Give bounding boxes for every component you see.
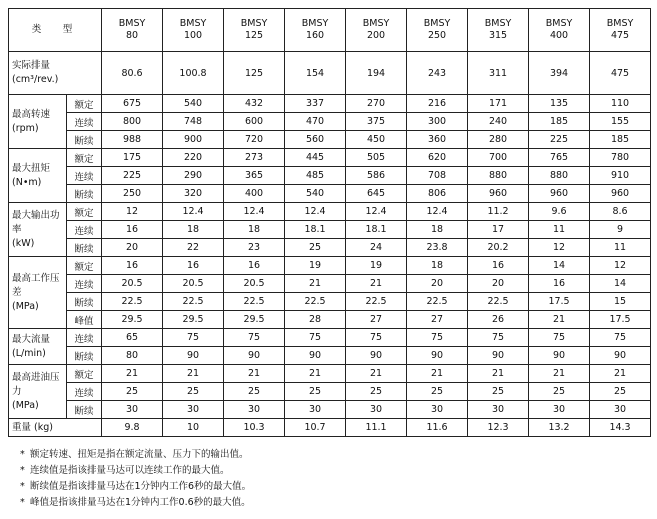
value-cell: 225 <box>529 131 590 149</box>
value-cell: 18.1 <box>285 221 346 239</box>
value-cell: 216 <box>407 95 468 113</box>
condition-label: 连续 <box>67 113 102 131</box>
value-cell: 75 <box>590 329 651 347</box>
param-label <box>9 365 67 419</box>
value-cell: 25 <box>590 383 651 401</box>
value-cell: 27 <box>407 311 468 329</box>
value-cell: 394 <box>529 52 590 95</box>
table-row <box>9 347 651 365</box>
model-series: BMSY <box>301 18 329 29</box>
model-header <box>163 9 224 52</box>
value-cell: 16 <box>468 257 529 275</box>
param-unit: (rpm) <box>12 122 39 134</box>
footnote <box>20 463 251 479</box>
condition-label: 断续 <box>67 401 102 419</box>
spec-table-body <box>9 9 651 437</box>
value-cell: 90 <box>224 347 285 365</box>
value-cell: 270 <box>346 95 407 113</box>
type-label: 类 型 <box>9 9 102 52</box>
value-cell: 16 <box>102 221 163 239</box>
value-cell: 75 <box>346 329 407 347</box>
value-cell: 29.5 <box>224 311 285 329</box>
value-cell: 17 <box>468 221 529 239</box>
value-cell: 485 <box>285 167 346 185</box>
value-cell: 960 <box>529 185 590 203</box>
value-cell: 311 <box>468 52 529 95</box>
value-cell: 16 <box>102 257 163 275</box>
weight-label: 重量 (kg) <box>9 419 102 437</box>
param-label <box>9 257 67 329</box>
param-unit: (L/min) <box>12 347 46 359</box>
table-row <box>9 131 651 149</box>
value-cell: 800 <box>102 113 163 131</box>
value-cell: 25 <box>285 239 346 257</box>
value-cell: 20 <box>102 239 163 257</box>
param-name: 最高工作压差 <box>12 272 60 298</box>
value-cell: 18 <box>407 221 468 239</box>
value-cell: 290 <box>163 167 224 185</box>
value-cell: 620 <box>407 149 468 167</box>
value-cell: 185 <box>529 113 590 131</box>
model-series: BMSY <box>362 18 390 29</box>
value-cell: 320 <box>163 185 224 203</box>
value-cell: 880 <box>468 167 529 185</box>
footnote-marker: * <box>20 481 25 492</box>
value-cell: 125 <box>224 52 285 95</box>
value-cell: 21 <box>346 275 407 293</box>
model-size: 160 <box>305 30 325 41</box>
value-cell: 100.8 <box>163 52 224 95</box>
value-cell: 20 <box>407 275 468 293</box>
value-cell: 540 <box>163 95 224 113</box>
value-cell: 21 <box>407 365 468 383</box>
value-cell: 24 <box>346 239 407 257</box>
value-cell: 450 <box>346 131 407 149</box>
value-cell: 22.5 <box>163 293 224 311</box>
value-cell: 21 <box>346 365 407 383</box>
value-cell: 28 <box>285 311 346 329</box>
condition-label: 连续 <box>67 167 102 185</box>
value-cell: 708 <box>407 167 468 185</box>
value-cell: 22.5 <box>346 293 407 311</box>
value-cell: 21 <box>224 365 285 383</box>
header-row <box>9 9 651 52</box>
condition-label: 额定 <box>67 365 102 383</box>
value-cell: 75 <box>407 329 468 347</box>
value-cell: 14.3 <box>590 419 651 437</box>
model-size: 80 <box>125 30 139 41</box>
value-cell: 154 <box>285 52 346 95</box>
param-name: 最大扭矩 <box>12 162 51 174</box>
condition-label: 额定 <box>67 95 102 113</box>
param-label <box>9 203 67 257</box>
model-size: 315 <box>488 30 508 41</box>
value-cell: 171 <box>468 95 529 113</box>
condition-label: 断续 <box>67 131 102 149</box>
value-cell: 22.5 <box>468 293 529 311</box>
value-cell: 10.3 <box>224 419 285 437</box>
model-series: BMSY <box>606 18 634 29</box>
model-header <box>529 9 590 52</box>
value-cell: 18.1 <box>346 221 407 239</box>
value-cell: 10.7 <box>285 419 346 437</box>
value-cell: 675 <box>102 95 163 113</box>
table-row <box>9 95 651 113</box>
value-cell: 21 <box>102 365 163 383</box>
value-cell: 90 <box>163 347 224 365</box>
value-cell: 20.5 <box>224 275 285 293</box>
value-cell: 26 <box>468 311 529 329</box>
value-cell: 365 <box>224 167 285 185</box>
value-cell: 30 <box>407 401 468 419</box>
value-cell: 25 <box>407 383 468 401</box>
table-row <box>9 149 651 167</box>
value-cell: 12.4 <box>346 203 407 221</box>
value-cell: 25 <box>346 383 407 401</box>
table-row <box>9 329 651 347</box>
value-cell: 300 <box>407 113 468 131</box>
value-cell: 14 <box>590 275 651 293</box>
value-cell: 75 <box>529 329 590 347</box>
param-name: 最高进油压力 <box>12 371 60 397</box>
condition-label: 断续 <box>67 293 102 311</box>
model-series: BMSY <box>240 18 268 29</box>
value-cell: 12.3 <box>468 419 529 437</box>
value-cell: 12.4 <box>224 203 285 221</box>
footnote <box>20 495 251 511</box>
value-cell: 505 <box>346 149 407 167</box>
value-cell: 10 <box>163 419 224 437</box>
value-cell: 90 <box>407 347 468 365</box>
condition-label: 连续 <box>67 383 102 401</box>
model-header <box>468 9 529 52</box>
value-cell: 18 <box>407 257 468 275</box>
value-cell: 240 <box>468 113 529 131</box>
value-cell: 11 <box>590 239 651 257</box>
value-cell: 21 <box>529 365 590 383</box>
value-cell: 19 <box>346 257 407 275</box>
param-name: 最大输出功率 <box>12 209 60 235</box>
value-cell: 273 <box>224 149 285 167</box>
model-series: BMSY <box>545 18 573 29</box>
table-row <box>9 275 651 293</box>
value-cell: 21 <box>285 275 346 293</box>
value-cell: 75 <box>224 329 285 347</box>
model-series: BMSY <box>484 18 512 29</box>
value-cell: 445 <box>285 149 346 167</box>
value-cell: 220 <box>163 149 224 167</box>
param-unit: (N•m) <box>12 176 42 188</box>
param-name: 最高转速 <box>12 108 51 120</box>
model-size: 200 <box>366 30 386 41</box>
value-cell: 9.8 <box>102 419 163 437</box>
value-cell: 23.8 <box>407 239 468 257</box>
value-cell: 11.6 <box>407 419 468 437</box>
model-size: 400 <box>549 30 569 41</box>
displacement-row <box>9 52 651 95</box>
value-cell: 30 <box>163 401 224 419</box>
table-row <box>9 257 651 275</box>
value-cell: 12.4 <box>285 203 346 221</box>
value-cell: 30 <box>590 401 651 419</box>
param-unit: (cm³/rev.) <box>12 74 59 85</box>
model-header <box>590 9 651 52</box>
model-series: BMSY <box>423 18 451 29</box>
value-cell: 15 <box>590 293 651 311</box>
value-cell: 910 <box>590 167 651 185</box>
value-cell: 9 <box>590 221 651 239</box>
condition-label: 峰值 <box>67 311 102 329</box>
value-cell: 720 <box>224 131 285 149</box>
param-name: 实际排量 <box>12 60 51 71</box>
value-cell: 25 <box>224 383 285 401</box>
condition-label: 断续 <box>67 239 102 257</box>
value-cell: 12 <box>102 203 163 221</box>
condition-label: 断续 <box>67 347 102 365</box>
value-cell: 12.4 <box>163 203 224 221</box>
value-cell: 645 <box>346 185 407 203</box>
value-cell: 880 <box>529 167 590 185</box>
model-size: 125 <box>244 30 264 41</box>
value-cell: 475 <box>590 52 651 95</box>
footnote-text: 峰值是指该排量马达在1分钟内工作0.6秒的最大值。 <box>30 497 251 508</box>
footnote-text: 连续值是指该排量马达可以连续工作的最大值。 <box>30 465 230 476</box>
model-header <box>346 9 407 52</box>
value-cell: 22 <box>163 239 224 257</box>
param-unit: (MPa) <box>12 399 39 411</box>
value-cell: 16 <box>224 257 285 275</box>
condition-label: 连续 <box>67 329 102 347</box>
value-cell: 90 <box>590 347 651 365</box>
value-cell: 9.6 <box>529 203 590 221</box>
footnote-marker: * <box>20 449 25 460</box>
value-cell: 25 <box>163 383 224 401</box>
value-cell: 20.5 <box>102 275 163 293</box>
value-cell: 21 <box>590 365 651 383</box>
value-cell: 30 <box>346 401 407 419</box>
value-cell: 400 <box>224 185 285 203</box>
value-cell: 432 <box>224 95 285 113</box>
value-cell: 135 <box>529 95 590 113</box>
condition-label: 额定 <box>67 257 102 275</box>
value-cell: 80 <box>102 347 163 365</box>
table-row <box>9 401 651 419</box>
value-cell: 30 <box>468 401 529 419</box>
table-row <box>9 167 651 185</box>
value-cell: 375 <box>346 113 407 131</box>
condition-label: 额定 <box>67 149 102 167</box>
footnote-text: 断续值是指该排量马达在1分钟内工作6秒的最大值。 <box>30 481 252 492</box>
value-cell: 250 <box>102 185 163 203</box>
footnote-marker: * <box>20 465 25 476</box>
param-unit: (MPa) <box>12 300 39 312</box>
value-cell: 25 <box>102 383 163 401</box>
value-cell: 700 <box>468 149 529 167</box>
condition-label: 连续 <box>67 275 102 293</box>
value-cell: 540 <box>285 185 346 203</box>
param-unit: (kW) <box>12 237 35 249</box>
table-row <box>9 293 651 311</box>
value-cell: 16 <box>163 257 224 275</box>
value-cell: 748 <box>163 113 224 131</box>
table-row <box>9 239 651 257</box>
value-cell: 90 <box>285 347 346 365</box>
value-cell: 30 <box>529 401 590 419</box>
value-cell: 14 <box>529 257 590 275</box>
value-cell: 12 <box>590 257 651 275</box>
table-row <box>9 185 651 203</box>
value-cell: 30 <box>285 401 346 419</box>
value-cell: 360 <box>407 131 468 149</box>
value-cell: 23 <box>224 239 285 257</box>
value-cell: 185 <box>590 131 651 149</box>
model-series: BMSY <box>118 18 146 29</box>
value-cell: 12 <box>529 239 590 257</box>
value-cell: 11.1 <box>346 419 407 437</box>
value-cell: 12.4 <box>407 203 468 221</box>
table-row <box>9 113 651 131</box>
value-cell: 25 <box>468 383 529 401</box>
param-label <box>9 329 67 365</box>
value-cell: 11 <box>529 221 590 239</box>
value-cell: 21 <box>163 365 224 383</box>
value-cell: 13.2 <box>529 419 590 437</box>
spec-table <box>8 8 651 437</box>
value-cell: 22.5 <box>407 293 468 311</box>
model-size: 475 <box>610 30 630 41</box>
displacement-label <box>9 52 102 95</box>
value-cell: 29.5 <box>102 311 163 329</box>
footnote <box>20 447 251 463</box>
value-cell: 75 <box>163 329 224 347</box>
model-header <box>285 9 346 52</box>
table-row <box>9 221 651 239</box>
weight-row <box>9 419 651 437</box>
value-cell: 960 <box>590 185 651 203</box>
model-series: BMSY <box>179 18 207 29</box>
value-cell: 765 <box>529 149 590 167</box>
table-row <box>9 311 651 329</box>
value-cell: 20.2 <box>468 239 529 257</box>
footnote-text: 额定转速、扭矩是指在额定流量、压力下的输出值。 <box>30 449 249 460</box>
value-cell: 18 <box>163 221 224 239</box>
value-cell: 337 <box>285 95 346 113</box>
value-cell: 22.5 <box>224 293 285 311</box>
value-cell: 30 <box>102 401 163 419</box>
table-row <box>9 203 651 221</box>
value-cell: 560 <box>285 131 346 149</box>
footnote-marker: * <box>20 497 25 508</box>
value-cell: 65 <box>102 329 163 347</box>
param-label <box>9 95 67 149</box>
value-cell: 22.5 <box>102 293 163 311</box>
value-cell: 90 <box>529 347 590 365</box>
value-cell: 75 <box>285 329 346 347</box>
model-header <box>224 9 285 52</box>
param-label <box>9 149 67 203</box>
condition-label: 额定 <box>67 203 102 221</box>
value-cell: 22.5 <box>285 293 346 311</box>
model-size: 250 <box>427 30 447 41</box>
value-cell: 8.6 <box>590 203 651 221</box>
value-cell: 29.5 <box>163 311 224 329</box>
value-cell: 27 <box>346 311 407 329</box>
value-cell: 225 <box>102 167 163 185</box>
value-cell: 80.6 <box>102 52 163 95</box>
table-row <box>9 383 651 401</box>
footnote <box>20 479 251 495</box>
value-cell: 243 <box>407 52 468 95</box>
value-cell: 75 <box>468 329 529 347</box>
value-cell: 17.5 <box>590 311 651 329</box>
value-cell: 21 <box>529 311 590 329</box>
table-row <box>9 365 651 383</box>
condition-label: 连续 <box>67 221 102 239</box>
value-cell: 110 <box>590 95 651 113</box>
value-cell: 16 <box>529 275 590 293</box>
value-cell: 17.5 <box>529 293 590 311</box>
value-cell: 960 <box>468 185 529 203</box>
value-cell: 90 <box>468 347 529 365</box>
value-cell: 280 <box>468 131 529 149</box>
value-cell: 90 <box>346 347 407 365</box>
value-cell: 586 <box>346 167 407 185</box>
value-cell: 988 <box>102 131 163 149</box>
value-cell: 470 <box>285 113 346 131</box>
model-header <box>407 9 468 52</box>
value-cell: 25 <box>285 383 346 401</box>
value-cell: 175 <box>102 149 163 167</box>
value-cell: 194 <box>346 52 407 95</box>
condition-label: 断续 <box>67 185 102 203</box>
value-cell: 21 <box>468 365 529 383</box>
value-cell: 21 <box>285 365 346 383</box>
value-cell: 806 <box>407 185 468 203</box>
value-cell: 25 <box>529 383 590 401</box>
param-name: 最大流量 <box>12 333 51 345</box>
value-cell: 20 <box>468 275 529 293</box>
footnotes <box>20 447 251 511</box>
model-size: 100 <box>183 30 203 41</box>
value-cell: 11.2 <box>468 203 529 221</box>
value-cell: 30 <box>224 401 285 419</box>
value-cell: 20.5 <box>163 275 224 293</box>
value-cell: 600 <box>224 113 285 131</box>
value-cell: 19 <box>285 257 346 275</box>
value-cell: 18 <box>224 221 285 239</box>
value-cell: 900 <box>163 131 224 149</box>
model-header <box>102 9 163 52</box>
value-cell: 780 <box>590 149 651 167</box>
value-cell: 155 <box>590 113 651 131</box>
